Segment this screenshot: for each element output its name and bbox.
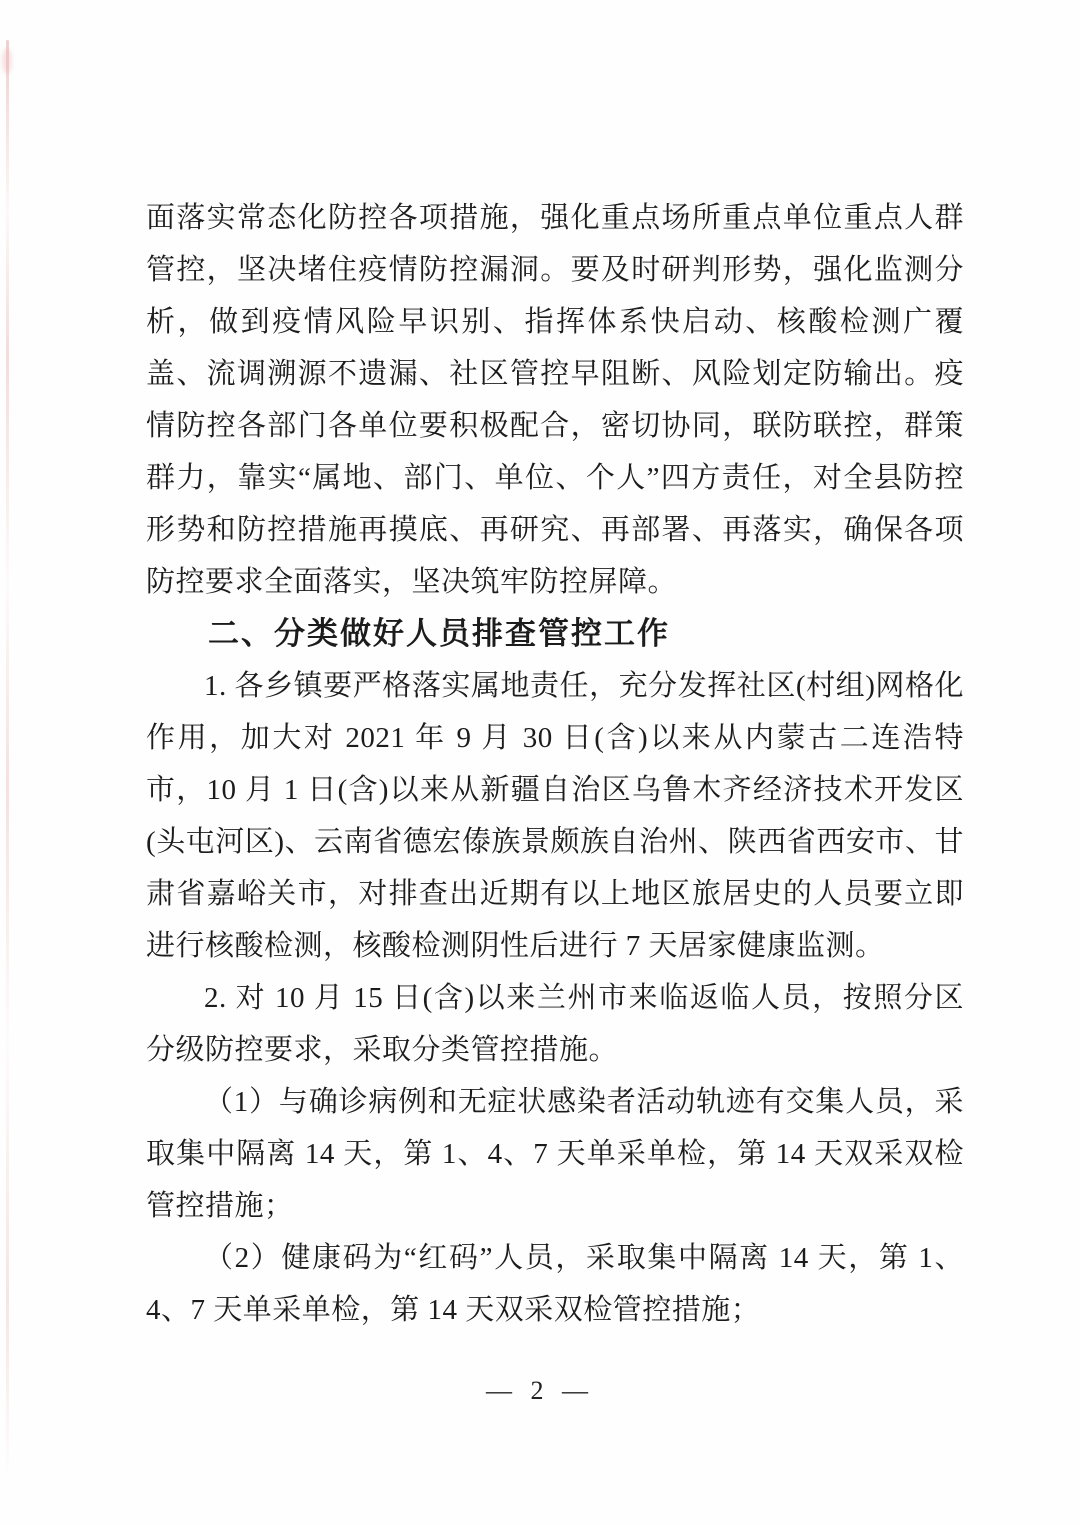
page-number: — 2 — [486,1376,594,1405]
scan-edge-artifact [6,40,9,1470]
section-heading: 二、分类做好人员排查管控工作 [208,616,670,651]
numbered-item-2-sub-1: （1）与确诊病例和无症状感染者活动轨迹有交集人员，采取集中隔离 14 天，第 1、4、7 天单采单检，第 14 天双采双检管控措施； [146,1086,964,1222]
scan-smudge [2,48,12,74]
numbered-item-1: 1. 各乡镇要严格落实属地责任，充分发挥社区(村组)网格化作用，加大对 2021 年 9 月 30 日(含)以来从内蒙古二连浩特市，10 月 1 日(含)以来从新疆自治区乌鲁木齐经济技术开发区(头屯河区)、云南省德宏傣族景颇族自治州、陕西省西安市、甘肃省嘉峪关市，对排查出近期有以上地区旅居史的人员要立即进行核酸检测，核酸检测阴性后进行 7 天居家健康监测。 [146,670,964,962]
document-body [146,192,964,1336]
numbered-item-2-sub-2: （2）健康码为“红码”人员，采取集中隔离 14 天，第 1、4、7 天单采单检，第 14 天双采双检管控措施； [146,1242,964,1326]
numbered-item-2: 2. 对 10 月 15 日(含)以来兰州市来临返临人员，按照分区分级防控要求，采取分类管控措施。 [146,982,964,1066]
body-paragraph-continuation: 面落实常态化防控各项措施，强化重点场所重点单位重点人群管控，坚决堵住疫情防控漏洞。要及时研判形势，强化监测分析，做到疫情风险早识别、指挥体系快启动、核酸检测广覆盖、流调溯源不遗漏、社区管控早阻断、风险划定防输出。疫情防控各部门各单位要积极配合，密切协同，联防联控，群策群力，靠实“属地、部门、单位、个人”四方责任，对全县防控形势和防控措施再摸底、再研究、再部署、再落实，确保各项防控要求全面落实，坚决筑牢防控屏障。 [146,202,964,598]
